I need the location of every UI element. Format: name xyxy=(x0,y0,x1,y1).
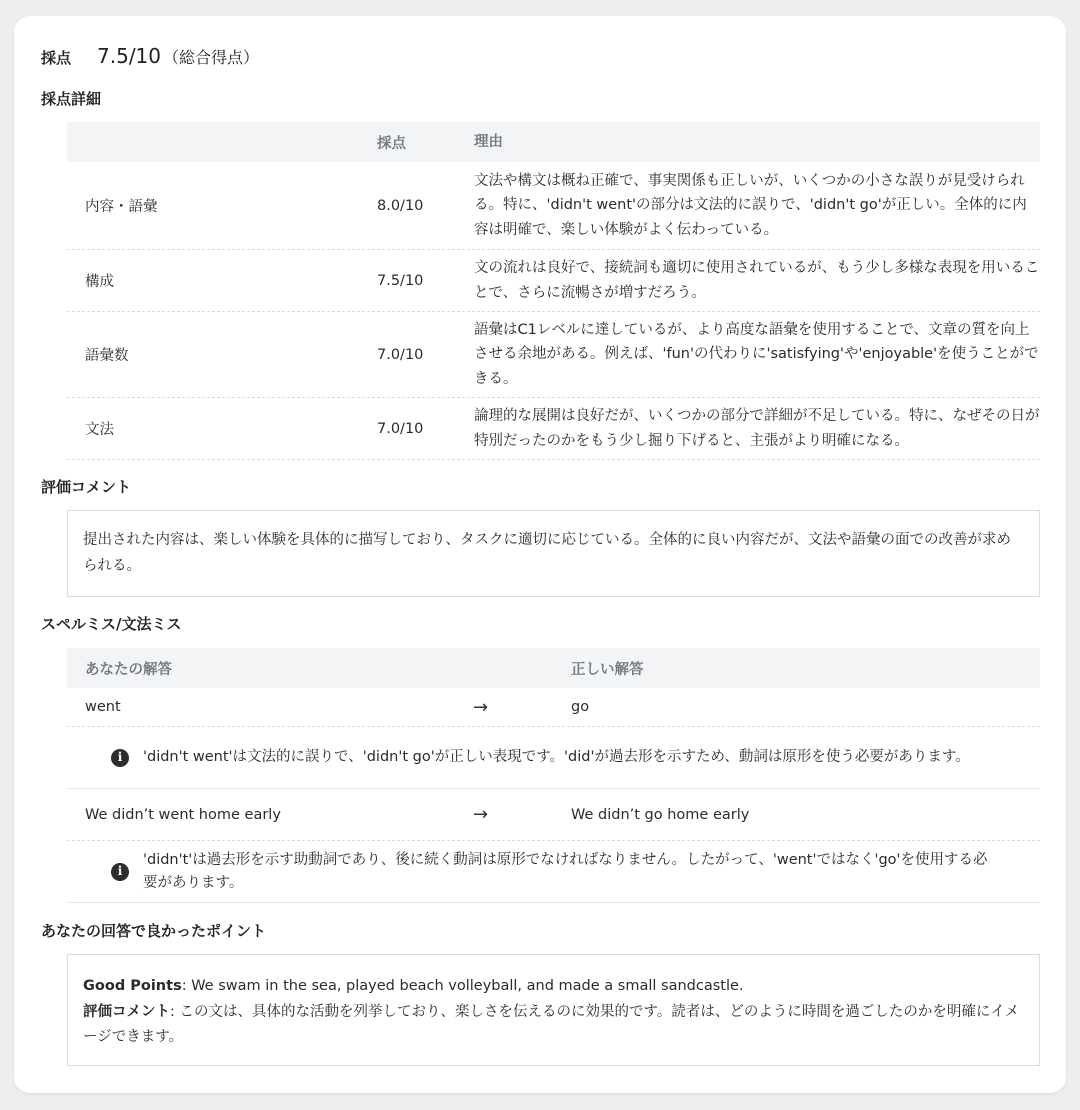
mistake-row xyxy=(67,789,1040,841)
breakdown-table-header xyxy=(67,122,1040,162)
mistakes-table-header xyxy=(67,648,1040,688)
good-points-line xyxy=(83,974,1024,1000)
table-row xyxy=(67,162,1040,250)
correct-answer: go xyxy=(571,699,590,715)
row-category: 文法 xyxy=(85,422,114,438)
mistake-explanation xyxy=(67,727,1040,789)
row-reason: 語彙はC1レベルに達しているが、より高度な語彙を使用することで、文章の質を向上させる余地がある。例えば、'fun'の代わりに'satisfying'や'enjoyable'を使うことができる。 xyxy=(474,321,1039,387)
row-score: 7.5/10 xyxy=(377,272,424,289)
score-value: 7.5/10 xyxy=(97,44,162,68)
column-score: 採点 xyxy=(377,135,406,152)
breakdown-table xyxy=(67,122,1040,460)
arrow-right-icon: → xyxy=(473,804,489,825)
mistakes-table xyxy=(67,648,1040,903)
arrow-right-icon: → xyxy=(473,696,489,718)
breakdown-heading: 採点詳細 xyxy=(41,90,102,108)
correct-answer: We didn’t go home early xyxy=(571,806,750,823)
evaluation-comment: 提出された内容は、楽しい体験を具体的に描写しており、タスクに適切に応じている。全体的に良い内容だが、文法や語彙の面での改善が求められる。 xyxy=(67,510,1040,597)
info-icon: i xyxy=(111,863,129,881)
row-category: 語彙数 xyxy=(85,348,129,364)
row-score: 7.0/10 xyxy=(377,420,424,437)
row-reason: 論理的な展開は良好だが、いくつかの部分で詳細が不足している。特に、なぜその日が特別だったのかをもう少し掘り下げると、主張がより明確になる。 xyxy=(474,408,1040,449)
score-label: 採点 xyxy=(41,49,72,67)
good-points-text: : We swam in the sea, played beach volleyball, and made a small sandcastle. xyxy=(181,978,744,994)
row-score: 7.0/10 xyxy=(377,346,424,363)
row-reason: 文の流れは良好で、接続詞も適切に使用されているが、もう少し多様な表現を用いることで、さらに流暢さが増すだろう。 xyxy=(474,260,1040,301)
row-category: 構成 xyxy=(85,274,114,290)
mistake-explanation xyxy=(67,841,1040,903)
row-reason: 文法や構文は概ね正確で、事実関係も正しいが、いくつかの小さな誤りが見受けられる。特に、'didn't went'の部分は文法的に誤りで、'didn't go'が正しい。全体的に内容は明確で、楽しい体験がよく伝わっている。 xyxy=(474,172,1027,238)
row-score: 8.0/10 xyxy=(377,197,424,214)
comment-label: 評価コメント xyxy=(83,1003,170,1020)
result-card xyxy=(14,16,1066,1093)
good-points-label: Good Points xyxy=(83,978,182,994)
score-note: （総合得点） xyxy=(163,48,260,67)
your-answer: We didn’t went home early xyxy=(85,806,281,823)
mistakes-heading: スペルミス/文法ミス xyxy=(41,615,182,633)
row-category: 内容・語彙 xyxy=(85,199,158,215)
your-answer: went xyxy=(85,699,121,715)
total-score xyxy=(41,44,259,68)
explanation-text: 'didn't went'は文法的に誤りで、'didn't go'が正しい表現です。'did'が過去形を示すため、動詞は原形を使う必要があります。 xyxy=(143,749,970,765)
evaluation-heading: 評価コメント xyxy=(41,478,132,496)
mistake-row xyxy=(67,688,1040,727)
explanation-text: 'didn't'は過去形を示す助動詞であり、後に続く動詞は原形でなければなりません。したがって、'went'ではなく'go'を使用する必要があります。 xyxy=(143,851,988,891)
column-correct-answer: 正しい解答 xyxy=(571,661,644,678)
good-points-comment xyxy=(83,1000,1024,1051)
info-icon: i xyxy=(111,749,129,767)
good-points-box xyxy=(67,954,1040,1066)
comment-text: : この文は、具体的な活動を列挙しており、楽しさを伝えるのに効果的です。読者は、どのように時間を過ごしたのかを明確にイメージできます。 xyxy=(83,1003,1020,1045)
column-reason: 理由 xyxy=(474,133,503,150)
table-row xyxy=(67,398,1040,460)
column-your-answer: あなたの解答 xyxy=(85,661,172,678)
table-row xyxy=(67,250,1040,312)
table-row xyxy=(67,312,1040,398)
good-points-heading: あなたの回答で良かったポイント xyxy=(41,922,267,940)
